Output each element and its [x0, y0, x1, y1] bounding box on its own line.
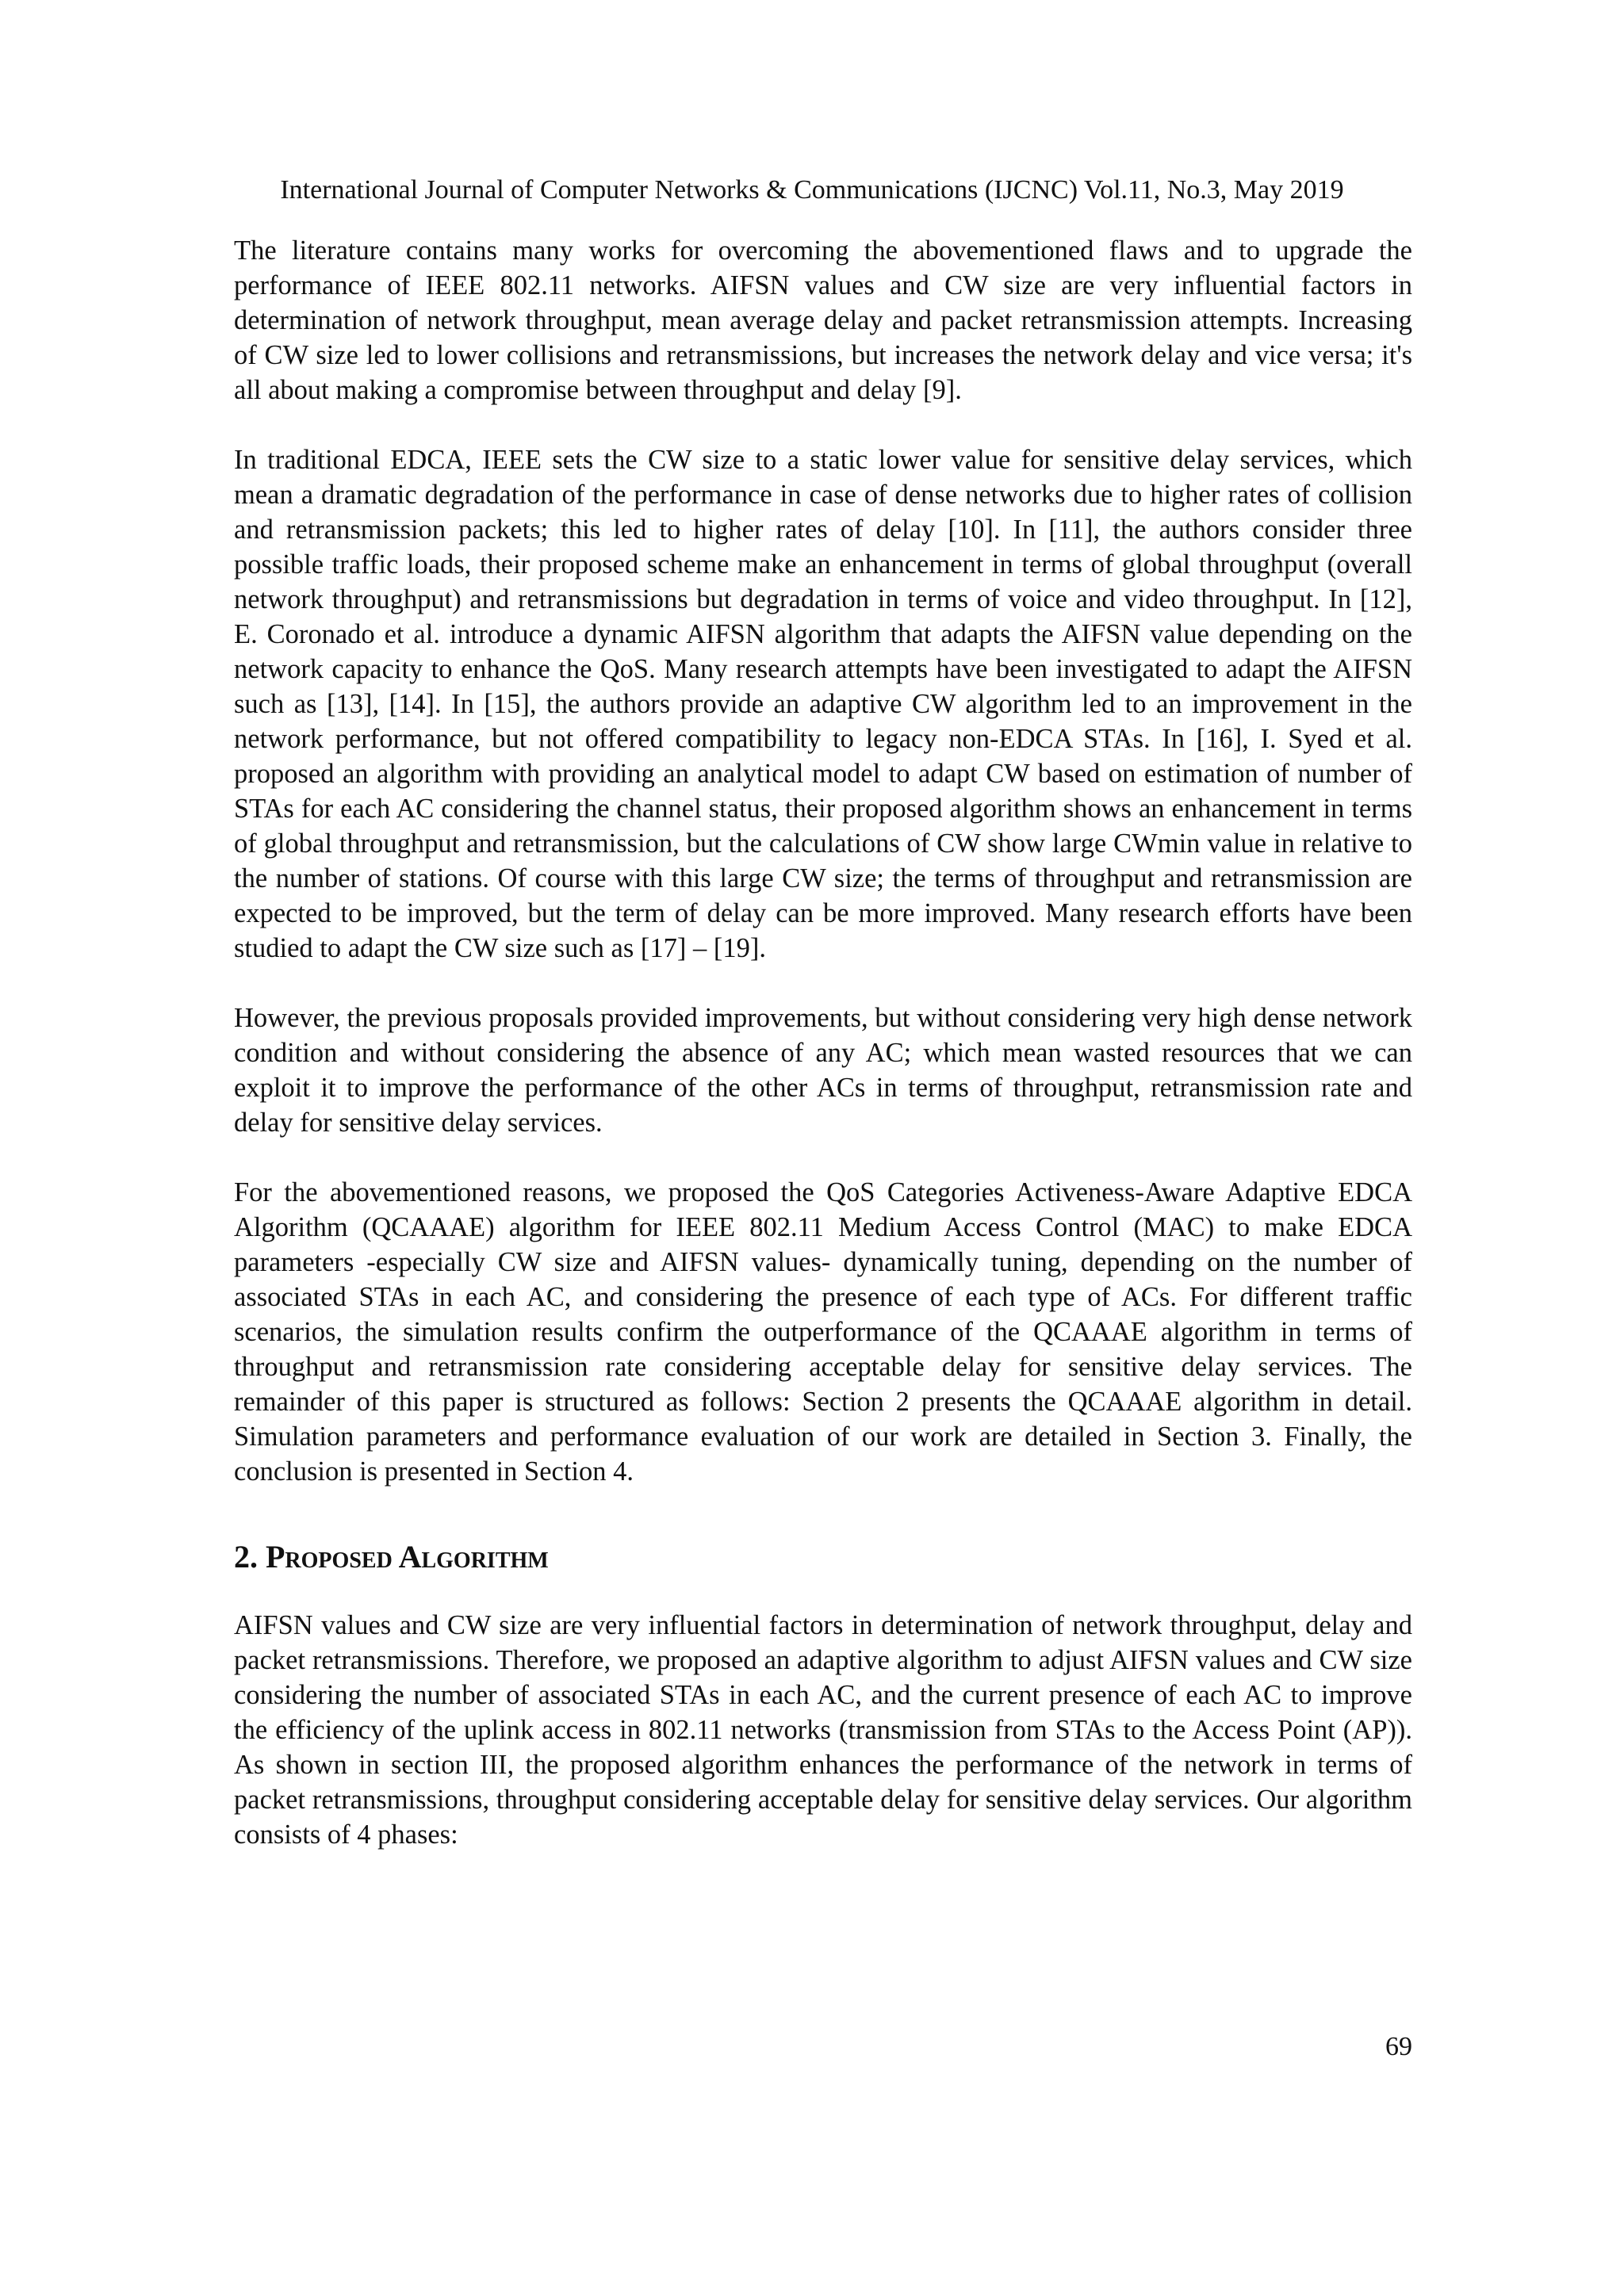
paragraph-limitations: However, the previous proposals provided improvements, but without considering very high dense network condition and without considering the absence of any AC; which mean wasted resources that we can exploit it to improve the performance of the other ACs in terms of throughput, retransmission rate and delay for sensitive delay services.	[234, 1003, 1412, 1138]
paragraph-related-work: In traditional EDCA, IEEE sets the CW size to a static lower value for sensitive delay services, which mean a dramatic degradation of the performance in case of dense networks due to higher rates of collision and retransmission packets; this led to higher rates of delay [10]. In [11], the authors consider three possible traffic loads, their proposed scheme make an enhancement in terms of global throughput (overall network throughput) and retransmissions but degradation in terms of voice and video throughput. In [12], E. Coronado et al. introduce a dynamic AIFSN algorithm that adapts the AIFSN value depending on the network capacity to enhance the QoS. Many research attempts have been investigated to adapt the AIFSN such as [13], [14]. In [15], the authors provide an adaptive CW algorithm led to an improvement in the network performance, but not offered compatibility to legacy non-EDCA STAs. In [16], I. Syed et al. proposed an algorithm with providing an analytical model to adapt CW based on estimation of number of STAs for each AC considering the channel status, their proposed algorithm shows an enhancement in terms of global throughput and retransmission, but the calculations of CW show large CWmin value in relative to the number of stations. Of course with this large CW size; the terms of throughput and retransmission are expected to be improved, but the term of delay can be more improved. Many research efforts have been studied to adapt the CW size such as [17] – [19].	[234, 445, 1412, 963]
section-number: 2.	[234, 1539, 258, 1575]
body-text	[234, 233, 1412, 1887]
section-title: Proposed Algorithm	[266, 1539, 549, 1575]
running-header: International Journal of Computer Networks & Communications (IJCNC) Vol.11, No.3, May 2019	[280, 175, 1344, 205]
paragraph-algorithm-intro: AIFSN values and CW size are very influential factors in determination of network throughput, delay and packet retransmissions. Therefore, we proposed an adaptive algorithm to adjust AIFSN values and CW size considering the number of associated STAs in each AC, and the current presence of each AC to improve the efficiency of the uplink access in 802.11 networks (transmission from STAs to the Access Point (AP)). As shown in section III, the proposed algorithm enhances the performance of the network in terms of packet retransmissions, throughput considering acceptable delay for sensitive delay services. Our algorithm consists of 4 phases:	[234, 1610, 1412, 1850]
paragraph-contribution: For the abovementioned reasons, we proposed the QoS Categories Activeness-Aware Adaptive EDCA Algorithm (QCAAAE) algorithm for IEEE 802.11 Medium Access Control (MAC) to make EDCA parameters -especially CW size and AIFSN values- dynamically tuning, depending on the number of associated STAs in each AC, and considering the presence of each type of ACs. For different traffic scenarios, the simulation results confirm the outperformance of the QCAAAE algorithm in terms of throughput and retransmission rate considering acceptable delay for sensitive delay services. The remainder of this paper is structured as follows: Section 2 presents the QCAAAE algorithm in detail. Simulation parameters and performance evaluation of our work are detailed in Section 3. Finally, the conclusion is presented in Section 4.	[234, 1177, 1412, 1487]
page-number: 69	[1385, 2032, 1412, 2061]
paragraph-literature-overview: The literature contains many works for overcoming the abovementioned flaws and to upgrade the performance of IEEE 802.11 networks. AIFSN values and CW size are very influential factors in determination of network throughput, mean average delay and packet retransmission attempts. Increasing of CW size led to lower collisions and retransmissions, but increases the network delay and vice versa; it's all about making a compromise between throughput and delay [9].	[234, 235, 1412, 405]
section-heading	[234, 1536, 1412, 1578]
